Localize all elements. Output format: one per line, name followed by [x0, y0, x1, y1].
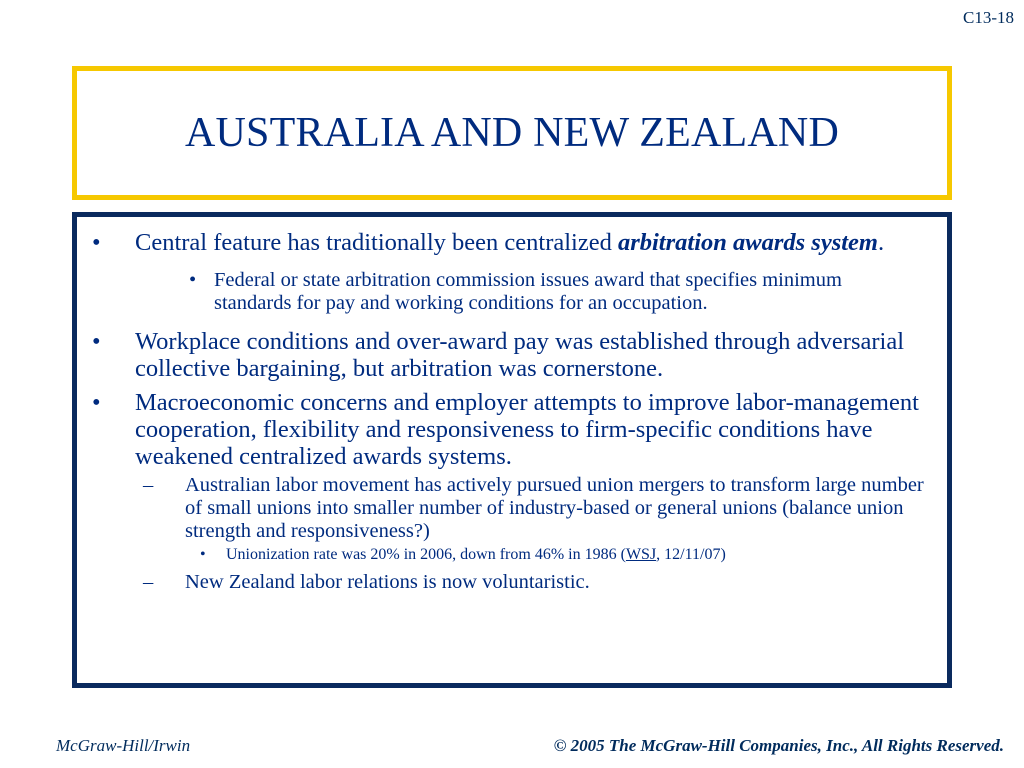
bullet-item: [87, 389, 927, 470]
bullet-item: [87, 229, 927, 256]
emphasis-text: arbitration awards system: [617, 229, 878, 256]
dash-icon: –: [143, 571, 154, 593]
sub-bullet-text: Federal or state arbitration commission issues award that specifies minimum standards for pay and working conditions for an occupation.: [214, 269, 842, 314]
bullet-list: [77, 217, 947, 594]
bullet-text: Workplace conditions and over-award pay was established through adversarial collective bargaining, but arbitration was cornerstone.: [135, 328, 905, 382]
bullet-item: [87, 328, 927, 382]
dash-text: Australian labor movement has actively pursued union mergers to transform large number of small unions into smaller number of industry-based or general unions (balance union strength and responsiveness?): [185, 474, 924, 542]
dash-item: [143, 571, 927, 594]
content-box: [72, 212, 952, 688]
bullet-text: Macroeconomic concerns and employer attempts to improve labor-management cooperation, flexibility and responsiveness to firm-specific conditions have weakened centralized awards systems.: [135, 389, 919, 470]
bullet-text: Central feature has traditionally been centralized arbitration awards system.: [135, 229, 885, 256]
title-box: [72, 66, 952, 200]
dash-text: New Zealand labor relations is now voluntaristic.: [185, 571, 590, 593]
footer-copyright: © 2005 The McGraw-Hill Companies, Inc., All Rights Reserved.: [553, 736, 1004, 755]
slide-title: AUSTRALIA AND NEW ZEALAND: [184, 110, 839, 156]
sub-sub-bullet-item: [200, 545, 927, 565]
dash-item: [143, 474, 927, 543]
source-reference: WSJ: [625, 546, 657, 563]
bullet-icon: •: [200, 546, 206, 563]
bullet-icon: •: [92, 328, 101, 355]
bullet-icon: •: [92, 229, 101, 256]
dash-icon: –: [143, 474, 154, 496]
bullet-icon: •: [189, 269, 197, 291]
slide-number: C13-18: [963, 8, 1014, 27]
bullet-icon: •: [92, 389, 101, 416]
sub-bullet-item: [189, 269, 927, 315]
footer-publisher: McGraw-Hill/Irwin: [56, 736, 191, 755]
sub-sub-bullet-text: Unionization rate was 20% in 2006, down from 46% in 1986 (WSJ, 12/11/07): [226, 546, 726, 563]
